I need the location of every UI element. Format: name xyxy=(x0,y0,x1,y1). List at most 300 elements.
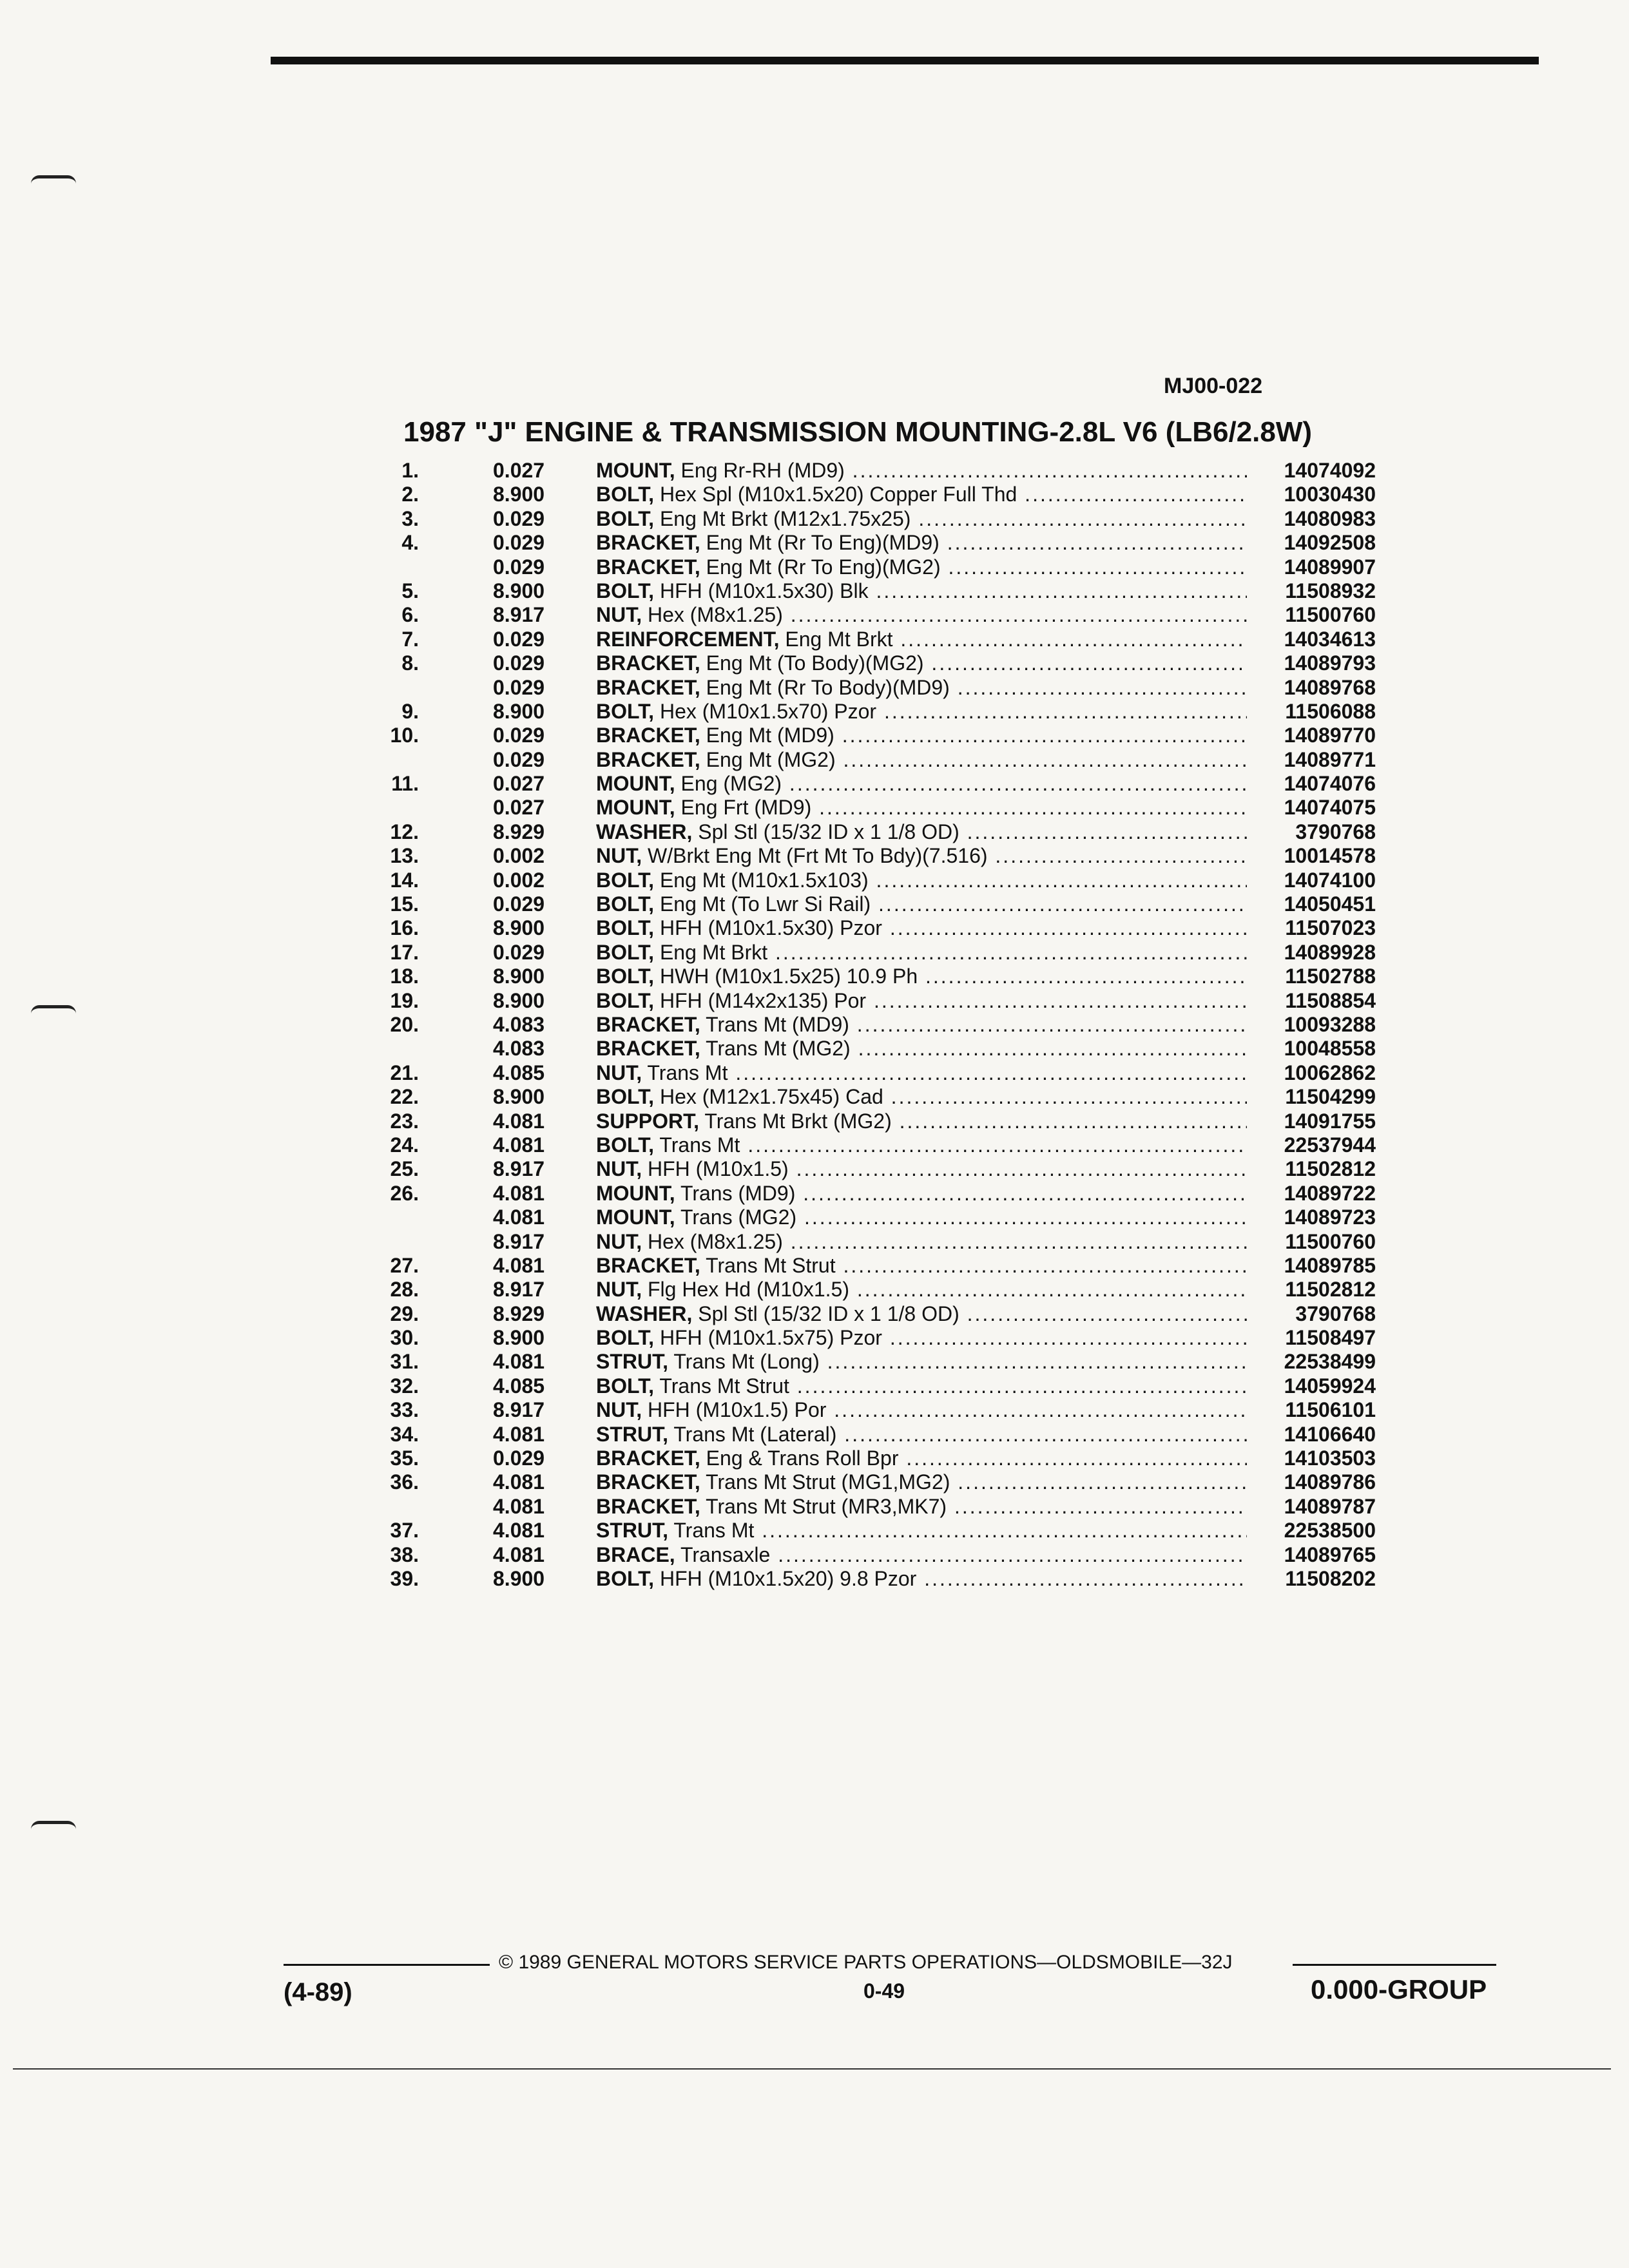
group-number: 4.081 xyxy=(493,1206,545,1229)
group-number: 4.085 xyxy=(493,1061,545,1084)
part-number: 11506101 xyxy=(1247,1398,1376,1422)
item-number: 10. xyxy=(390,724,419,747)
part-number: 14089787 xyxy=(1247,1495,1376,1519)
part-number: 10030430 xyxy=(1247,483,1376,506)
part-number: 11508497 xyxy=(1247,1326,1376,1350)
part-detail: Trans Mt Strut (MG1,MG2) xyxy=(706,1470,950,1494)
part-row xyxy=(380,651,1379,675)
part-number: 22537944 xyxy=(1247,1133,1376,1157)
part-description xyxy=(596,651,1247,675)
group-number: 8.900 xyxy=(493,1566,545,1590)
group-number: 0.029 xyxy=(493,892,545,916)
part-number: 11500760 xyxy=(1247,1230,1376,1254)
part-description xyxy=(596,989,1247,1013)
part-number: 14034613 xyxy=(1247,628,1376,651)
part-row xyxy=(380,700,1379,724)
part-description xyxy=(596,892,1247,916)
part-description xyxy=(596,869,1247,892)
part-name: BRACKET, xyxy=(596,1012,700,1036)
part-name: BRACKET, xyxy=(596,651,700,675)
footer-rule-right xyxy=(1293,1964,1496,1966)
part-detail: HFH (M10x1.5x20) 9.8 Pzor xyxy=(659,1566,917,1590)
part-detail: Trans Mt (MG2) xyxy=(706,1037,851,1061)
part-name: BOLT, xyxy=(596,483,655,506)
part-name: BOLT, xyxy=(596,892,655,916)
part-number: 10062862 xyxy=(1247,1061,1376,1085)
group-number: 0.027 xyxy=(493,796,545,820)
item-number: 29. xyxy=(390,1302,419,1325)
part-name: WASHER, xyxy=(596,1302,693,1325)
group-number: 0.029 xyxy=(493,651,545,675)
part-row xyxy=(380,1157,1379,1181)
part-description xyxy=(596,1423,1247,1446)
item-number: 39. xyxy=(390,1566,419,1590)
part-row xyxy=(380,748,1379,772)
part-name: BRACKET, xyxy=(596,1253,700,1277)
part-description xyxy=(596,844,1247,868)
group-number: 4.081 xyxy=(493,1133,545,1157)
part-row xyxy=(380,1230,1379,1254)
item-number: 38. xyxy=(390,1542,419,1566)
part-row xyxy=(380,579,1379,603)
part-number: 14089786 xyxy=(1247,1470,1376,1494)
part-detail: Trans Mt Strut xyxy=(706,1253,836,1277)
part-number: 14074100 xyxy=(1247,869,1376,892)
part-row xyxy=(380,820,1379,844)
part-detail: Trans Mt (Lateral) xyxy=(673,1422,837,1446)
part-detail: Eng Mt (To Body)(MG2) xyxy=(706,651,924,675)
group-number: 4.083 xyxy=(493,1037,545,1061)
item-number: 35. xyxy=(390,1446,419,1470)
group-number: 0.029 xyxy=(493,506,545,530)
part-number: 11508854 xyxy=(1247,989,1376,1013)
group-number: 0.027 xyxy=(493,459,545,482)
part-row xyxy=(380,531,1379,555)
part-name: BRACKET, xyxy=(596,1470,700,1494)
part-name: BOLT, xyxy=(596,579,655,602)
part-number: 11504299 xyxy=(1247,1085,1376,1109)
part-description xyxy=(596,483,1247,506)
part-number: 14050451 xyxy=(1247,892,1376,916)
group-number: 4.081 xyxy=(493,1519,545,1542)
top-rule xyxy=(271,57,1539,64)
part-row xyxy=(380,965,1379,988)
item-number: 22. xyxy=(390,1085,419,1109)
part-name: NUT, xyxy=(596,603,642,627)
item-number: 24. xyxy=(390,1133,419,1157)
part-description xyxy=(596,1133,1247,1157)
part-number: 14103503 xyxy=(1247,1446,1376,1470)
item-number: 5. xyxy=(401,579,419,602)
part-detail: Eng Rr-RH (MD9) xyxy=(680,459,845,482)
item-number: 34. xyxy=(390,1422,419,1446)
part-name: BRACKET, xyxy=(596,1494,700,1518)
item-number: 37. xyxy=(390,1519,419,1542)
group-number: 0.029 xyxy=(493,724,545,747)
part-description xyxy=(596,916,1247,940)
group-number: 8.929 xyxy=(493,1302,545,1325)
part-name: BRACKET, xyxy=(596,747,700,771)
group-number: 0.029 xyxy=(493,1446,545,1470)
page-title: 1987 "J" ENGINE & TRANSMISSION MOUNTING-2.8L V6 (LB6/2.8W) xyxy=(403,416,1313,448)
part-row xyxy=(380,1423,1379,1446)
part-row xyxy=(380,676,1379,700)
part-name: STRUT, xyxy=(596,1422,668,1446)
part-detail: Hex (M8x1.25) xyxy=(648,603,783,627)
part-description xyxy=(596,1085,1247,1109)
part-number: 11500760 xyxy=(1247,603,1376,627)
part-name: BRACE, xyxy=(596,1542,675,1566)
item-number: 11. xyxy=(391,772,419,796)
part-name: NUT, xyxy=(596,1061,642,1084)
part-name: MOUNT, xyxy=(596,1181,675,1205)
part-description xyxy=(596,772,1247,796)
part-row xyxy=(380,603,1379,627)
part-name: BOLT, xyxy=(596,1085,655,1109)
part-detail: Eng Mt (MD9) xyxy=(706,724,834,747)
part-row xyxy=(380,1206,1379,1229)
part-detail: HWH (M10x1.5x25) 10.9 Ph xyxy=(659,965,918,988)
part-number: 14092508 xyxy=(1247,531,1376,555)
part-number: 14089771 xyxy=(1247,748,1376,772)
part-description xyxy=(596,1254,1247,1278)
part-number: 14106640 xyxy=(1247,1423,1376,1446)
part-detail: Eng Mt (Rr To Body)(MD9) xyxy=(706,675,950,699)
group-number: 0.027 xyxy=(493,772,545,796)
part-name: NUT, xyxy=(596,1157,642,1181)
part-detail: Spl Stl (15/32 ID x 1 1/8 OD) xyxy=(698,1302,959,1325)
item-number: 26. xyxy=(390,1181,419,1205)
item-number: 21. xyxy=(390,1061,419,1084)
part-row xyxy=(380,1495,1379,1519)
part-number: 3790768 xyxy=(1247,1302,1376,1326)
part-description xyxy=(596,1350,1247,1374)
group-number: 4.081 xyxy=(493,1422,545,1446)
group-number: 8.900 xyxy=(493,916,545,940)
part-detail: Trans (MD9) xyxy=(680,1181,796,1205)
part-detail: Trans Mt (MD9) xyxy=(706,1012,849,1036)
part-name: BRACKET, xyxy=(596,724,700,747)
group-number: 0.029 xyxy=(493,675,545,699)
part-description xyxy=(596,603,1247,627)
part-row xyxy=(380,1085,1379,1109)
part-description xyxy=(596,1037,1247,1061)
part-row xyxy=(380,1013,1379,1037)
part-number: 11506088 xyxy=(1247,700,1376,724)
group-number: 0.002 xyxy=(493,844,545,868)
part-description xyxy=(596,1110,1247,1133)
part-detail: Transaxle xyxy=(680,1542,771,1566)
part-row xyxy=(380,483,1379,506)
group-number: 8.917 xyxy=(493,1278,545,1302)
part-detail: Eng Mt (To Lwr Si Rail) xyxy=(659,892,871,916)
part-name: BOLT, xyxy=(596,1374,655,1398)
item-number: 3. xyxy=(401,506,419,530)
part-detail: Trans Mt (Long) xyxy=(673,1350,820,1374)
part-detail: Trans Mt Strut (MR3,MK7) xyxy=(706,1494,947,1518)
part-number: 14089907 xyxy=(1247,555,1376,579)
part-row xyxy=(380,1567,1379,1591)
part-detail: Eng (MG2) xyxy=(680,772,782,796)
group-number: 4.081 xyxy=(493,1350,545,1374)
item-number: 36. xyxy=(390,1470,419,1494)
part-row xyxy=(380,1110,1379,1133)
part-name: NUT, xyxy=(596,844,642,868)
group-number: 8.900 xyxy=(493,579,545,602)
group-number: 8.929 xyxy=(493,820,545,843)
group-number: 8.917 xyxy=(493,1157,545,1181)
group-number: 8.917 xyxy=(493,603,545,627)
part-row xyxy=(380,507,1379,531)
part-number: 22538499 xyxy=(1247,1350,1376,1374)
part-detail: HFH (M10x1.5x75) Pzor xyxy=(659,1326,882,1350)
item-number: 7. xyxy=(401,627,419,651)
item-number: 12. xyxy=(390,820,419,843)
part-description xyxy=(596,820,1247,844)
part-name: BRACKET, xyxy=(596,1446,700,1470)
group-label: 0.000-GROUP xyxy=(1311,1974,1487,2004)
part-description xyxy=(596,555,1247,579)
part-detail: Eng Mt (M10x1.5x103) xyxy=(659,868,869,892)
part-detail: Trans Mt Brkt (MG2) xyxy=(704,1109,892,1133)
item-number: 18. xyxy=(390,965,419,988)
part-description xyxy=(596,700,1247,724)
part-row xyxy=(380,628,1379,651)
part-description xyxy=(596,724,1247,747)
part-row xyxy=(380,1326,1379,1350)
part-number: 10048558 xyxy=(1247,1037,1376,1061)
part-number: 14089768 xyxy=(1247,676,1376,700)
group-number: 4.081 xyxy=(493,1181,545,1205)
part-name: BOLT, xyxy=(596,916,655,940)
part-description xyxy=(596,1374,1247,1398)
group-number: 0.029 xyxy=(493,531,545,555)
group-number: 4.081 xyxy=(493,1470,545,1494)
part-row xyxy=(380,941,1379,965)
part-detail: HFH (M10x1.5) xyxy=(648,1157,789,1181)
item-number: 4. xyxy=(401,531,419,555)
item-number: 28. xyxy=(390,1278,419,1302)
part-detail: Eng Mt (Rr To Eng)(MG2) xyxy=(706,555,941,579)
part-row xyxy=(380,1446,1379,1470)
item-number: 32. xyxy=(390,1374,419,1398)
part-number: 11508202 xyxy=(1247,1567,1376,1591)
part-detail: Eng Mt (MG2) xyxy=(706,747,836,771)
part-row xyxy=(380,844,1379,868)
group-number: 8.900 xyxy=(493,1085,545,1109)
part-description xyxy=(596,507,1247,531)
part-description xyxy=(596,1013,1247,1037)
part-number: 14089785 xyxy=(1247,1254,1376,1278)
group-number: 8.900 xyxy=(493,988,545,1012)
footer-rule-left xyxy=(284,1964,490,1966)
group-number: 4.085 xyxy=(493,1374,545,1398)
item-number: 27. xyxy=(390,1253,419,1277)
part-row xyxy=(380,1519,1379,1542)
group-number: 4.081 xyxy=(493,1109,545,1133)
group-number: 4.081 xyxy=(493,1253,545,1277)
part-row xyxy=(380,1133,1379,1157)
part-number: 11507023 xyxy=(1247,916,1376,940)
part-detail: Trans Mt Strut xyxy=(659,1374,789,1398)
part-number: 10093288 xyxy=(1247,1013,1376,1037)
part-row xyxy=(380,989,1379,1013)
part-description xyxy=(596,1567,1247,1591)
part-name: BRACKET, xyxy=(596,675,700,699)
part-detail: W/Brkt Eng Mt (Frt Mt To Bdy)(7.516) xyxy=(648,844,988,868)
part-number: 14089770 xyxy=(1247,724,1376,747)
part-description xyxy=(596,796,1247,820)
item-number: 9. xyxy=(401,699,419,723)
group-number: 8.900 xyxy=(493,965,545,988)
copyright-notice: © 1989 GENERAL MOTORS SERVICE PARTS OPERATIONS—OLDSMOBILE—32J xyxy=(499,1952,1233,1973)
part-description xyxy=(596,1061,1247,1085)
part-name: BOLT, xyxy=(596,1133,655,1157)
part-number: 10014578 xyxy=(1247,844,1376,868)
part-name: SUPPORT, xyxy=(596,1109,700,1133)
part-number: 11502788 xyxy=(1247,965,1376,988)
part-description xyxy=(596,965,1247,988)
part-detail: HFH (M14x2x135) Por xyxy=(659,988,867,1012)
part-name: BRACKET, xyxy=(596,555,700,579)
part-row xyxy=(380,1061,1379,1085)
group-number: 8.900 xyxy=(493,699,545,723)
part-row xyxy=(380,1374,1379,1398)
part-number: 3790768 xyxy=(1247,820,1376,844)
part-number: 14080983 xyxy=(1247,507,1376,531)
part-detail: Eng Mt Brkt (M12x1.75x25) xyxy=(659,506,911,530)
group-number: 0.029 xyxy=(493,627,545,651)
item-number: 6. xyxy=(401,603,419,627)
item-number: 13. xyxy=(390,844,419,868)
item-number: 25. xyxy=(390,1157,419,1181)
group-number: 8.917 xyxy=(493,1398,545,1422)
document-ref-code: MJ00-022 xyxy=(1164,374,1263,398)
part-name: BOLT, xyxy=(596,988,655,1012)
part-description xyxy=(596,1182,1247,1206)
part-detail: Eng Mt Brkt xyxy=(785,627,893,651)
part-row xyxy=(380,1398,1379,1422)
group-number: 0.029 xyxy=(493,940,545,964)
part-detail: Trans Mt xyxy=(659,1133,740,1157)
part-description xyxy=(596,748,1247,772)
part-name: BOLT, xyxy=(596,506,655,530)
part-description xyxy=(596,1157,1247,1181)
part-number: 14089765 xyxy=(1247,1543,1376,1567)
part-detail: Hex (M12x1.75x45) Cad xyxy=(659,1085,883,1109)
part-number: 14059924 xyxy=(1247,1374,1376,1398)
part-description xyxy=(596,531,1247,555)
part-number: 14089928 xyxy=(1247,941,1376,965)
item-number: 17. xyxy=(390,940,419,964)
part-description xyxy=(596,628,1247,651)
item-number: 23. xyxy=(390,1109,419,1133)
part-number: 14074092 xyxy=(1247,459,1376,483)
part-row xyxy=(380,1254,1379,1278)
part-name: STRUT, xyxy=(596,1519,668,1542)
part-name: MOUNT, xyxy=(596,1206,675,1229)
part-detail: Eng Mt (Rr To Eng)(MD9) xyxy=(706,531,940,555)
group-number: 8.917 xyxy=(493,1229,545,1253)
part-name: MOUNT, xyxy=(596,459,675,482)
part-description xyxy=(596,1446,1247,1470)
part-name: MOUNT, xyxy=(596,796,675,820)
item-number: 20. xyxy=(390,1012,419,1036)
part-number: 14091755 xyxy=(1247,1110,1376,1133)
item-number: 1. xyxy=(401,459,419,482)
item-number: 8. xyxy=(401,651,419,675)
part-description xyxy=(596,941,1247,965)
part-description xyxy=(596,1302,1247,1326)
part-row xyxy=(380,1543,1379,1567)
part-detail: Eng & Trans Roll Bpr xyxy=(706,1446,899,1470)
group-number: 4.081 xyxy=(493,1494,545,1518)
part-row xyxy=(380,1470,1379,1494)
item-number: 14. xyxy=(390,868,419,892)
part-number: 14074075 xyxy=(1247,796,1376,820)
binder-hole-mark xyxy=(31,175,76,184)
part-description xyxy=(596,1543,1247,1567)
part-detail: HFH (M10x1.5x30) Blk xyxy=(659,579,869,602)
part-row xyxy=(380,1278,1379,1302)
item-number: 16. xyxy=(390,916,419,940)
part-description xyxy=(596,1470,1247,1494)
part-number: 22538500 xyxy=(1247,1519,1376,1542)
part-description xyxy=(596,579,1247,603)
revision-date: (4-89) xyxy=(284,1978,352,2006)
part-description xyxy=(596,676,1247,700)
part-description xyxy=(596,1398,1247,1422)
part-row xyxy=(380,892,1379,916)
part-row xyxy=(380,916,1379,940)
group-number: 0.029 xyxy=(493,747,545,771)
part-detail: Trans Mt xyxy=(647,1061,728,1084)
part-number: 11502812 xyxy=(1247,1278,1376,1302)
part-number: 14089722 xyxy=(1247,1182,1376,1206)
part-detail: Flg Hex Hd (M10x1.5) xyxy=(648,1278,849,1302)
part-number: 14089793 xyxy=(1247,651,1376,675)
part-detail: Spl Stl (15/32 ID x 1 1/8 OD) xyxy=(698,820,959,843)
group-number: 4.081 xyxy=(493,1542,545,1566)
item-number: 15. xyxy=(390,892,419,916)
part-detail: Trans (MG2) xyxy=(680,1206,797,1229)
part-name: NUT, xyxy=(596,1229,642,1253)
part-name: NUT, xyxy=(596,1278,642,1302)
part-name: BOLT, xyxy=(596,1566,655,1590)
page-number: 0-49 xyxy=(863,1979,905,2003)
part-description xyxy=(596,1206,1247,1229)
group-number: 0.002 xyxy=(493,868,545,892)
part-detail: Trans Mt xyxy=(673,1519,755,1542)
part-description xyxy=(596,459,1247,483)
binder-hole-mark xyxy=(31,1005,76,1014)
part-name: BOLT, xyxy=(596,699,655,723)
parts-list xyxy=(380,459,1379,1591)
part-name: REINFORCEMENT, xyxy=(596,627,780,651)
part-row xyxy=(380,772,1379,796)
part-name: MOUNT, xyxy=(596,772,675,796)
part-row xyxy=(380,1182,1379,1206)
part-row xyxy=(380,459,1379,483)
part-number: 14089723 xyxy=(1247,1206,1376,1229)
group-number: 8.900 xyxy=(493,483,545,506)
item-number: 31. xyxy=(390,1350,419,1374)
part-row xyxy=(380,1037,1379,1061)
part-name: BOLT, xyxy=(596,868,655,892)
part-detail: Hex (M8x1.25) xyxy=(648,1229,783,1253)
part-name: BRACKET, xyxy=(596,531,700,555)
part-number: 11502812 xyxy=(1247,1157,1376,1181)
